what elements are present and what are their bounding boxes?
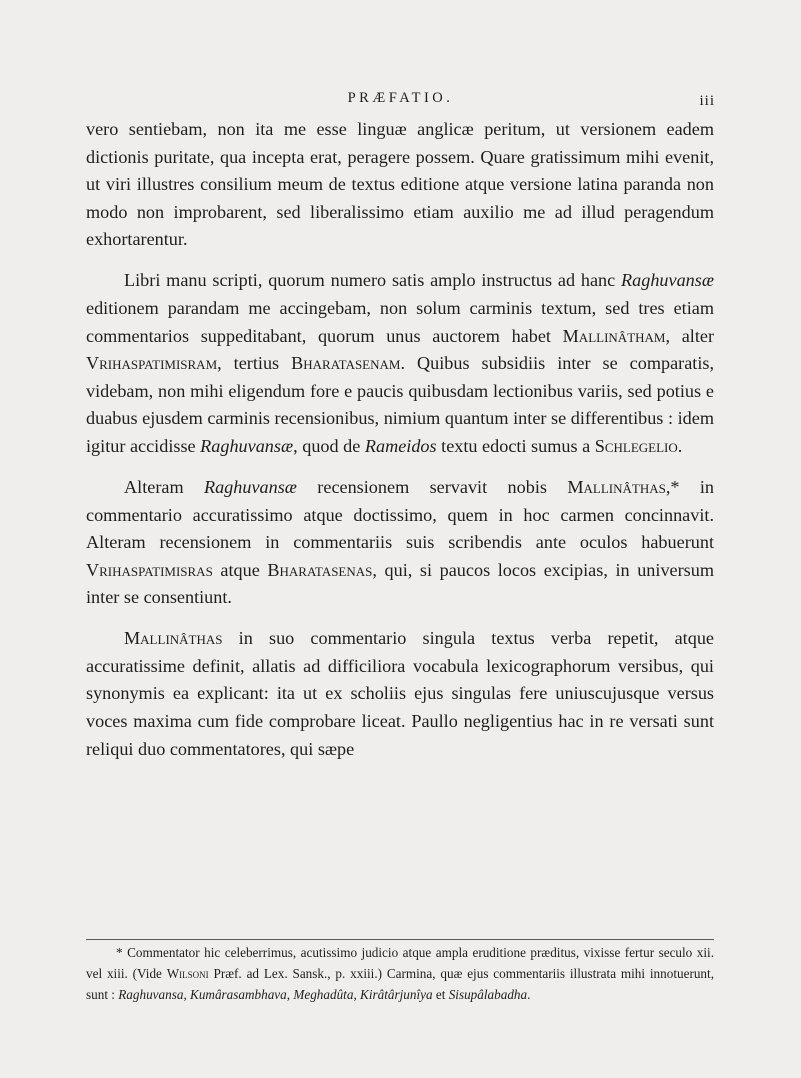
text-run: , [183,986,191,1002]
text-run: Libri manu scripti, quorum numero satis amplo instructus ad hanc [124,270,622,291]
text-run: atque [212,559,268,580]
text-run: Præf. ad Lex. Sansk., p. xxiii.) Carmina, quæ ejus commentariis illustrata mihi innotuerunt, sunt : [86,965,714,1002]
name-schlegelio: Schlegelio [594,435,678,456]
work-title-raghuvansa: Raghuvansæ [621,270,714,291]
text-run: editionem parandam me accingebam, non solum carminis textum, sed tres etiam commentarios suppeditabant, quorum unus auctorem habet [86,297,714,346]
footnote [86,943,714,1005]
page-number: iii [699,93,715,109]
text-run: , qui, si paucos locos excipias, in universum inter se consentiunt. [86,559,714,608]
name-mallinatham: Mallinâtham [562,325,666,346]
name-vrihaspatimisram: Vrihaspatimisram [86,353,218,374]
text-run: , tertius [217,353,292,374]
paragraph-1 [86,116,714,254]
text-run: et [432,986,449,1002]
paragraph-3 [86,474,714,612]
name-mallinathas: Mallinâthas [567,476,666,497]
text-run: , quod de [293,435,365,456]
paragraph-4 [86,625,714,763]
text-run: in suo commentario singula textus verba repetit, atque accuratissime definit, allatis ad difficiliora vocabula lexicographorum versibus, qui synonymis ea explicant: ita ut ex scholiis ejus singulas fere uniuscujusque versus voces maxima cum fide comprobare liceat. Paullo negligentius hac in re versati sunt reliqui duo commentatores, qui sæpe [86,628,714,759]
text-run: textu edocti sumus a [436,435,595,456]
text-run: Alteram [124,476,204,497]
text-run: . [677,435,683,456]
work-title-raghuvansa: Raghuvansa [118,986,184,1002]
name-wilsoni: Wilsoni [166,965,209,981]
work-title-sisupalabadha: Sisupâlabadha [448,986,528,1002]
work-title-kumarasambhava: Kumârasambhava [190,986,287,1002]
text-run: ,* in commentario accuratissimo atque doctissimo, quem in hoc carmen concinnavit. Alteram recensionem in commentariis suis scribendis ante oculos habuerunt [86,476,714,553]
text-run: recensionem servavit nobis [296,476,568,497]
name-bharatasenas: Bharatasenas [267,559,373,580]
name-mallinathas: Mallinâthas [124,628,223,649]
paragraph-2 [86,267,714,460]
work-title-kiratarjuniya: Kirâtârjunîya [360,986,433,1002]
work-title-raghuvansa: Raghuvansæ [203,476,297,497]
work-title-meghaduta: Meghadûta [293,986,354,1002]
body-text [86,116,714,763]
name-vrihaspatimisras: Vrihaspatimisras [86,559,213,580]
text-run: . Quibus subsidiis inter se comparatis, videbam, non mihi eligendum fore e paucis quibusdam lectionibus variis, sed potius e duabus ejusdem carminis recensionibus, nimium quantum inter se differentibus : idem igitur accidisse [86,353,714,456]
work-title-rameidos: Rameidos [364,435,437,456]
text-run: , [286,986,294,1002]
text-run: , alter [665,325,714,346]
text-run: , [353,986,361,1002]
text-run: * Commentator hic celeberrimus, acutissimo judicio atque ampla eruditione præditus, vixisse fertur seculo xii. vel xiii. (Vide [86,945,714,981]
running-title: PRÆFATIO. [347,90,454,106]
footnote-rule [86,939,714,940]
text-run: . [527,986,531,1002]
work-title-raghuvansa: Raghuvansæ [200,435,294,456]
name-bharatasenam: Bharatasenam [291,353,401,374]
page-header [0,90,801,114]
paragraph-1-text: vero sentiebam, non ita me esse linguæ anglicæ peritum, ut versionem eadem dictionis puritate, qua incepta erat, peragere possem. Quare gratissimum mihi evenit, ut viri illustres consilium meum de textus editione atque versione latina paranda non modo non improbarent, sed liberalissimo etiam auxilio me ad illud peragendum exhortarentur. [86,119,714,250]
